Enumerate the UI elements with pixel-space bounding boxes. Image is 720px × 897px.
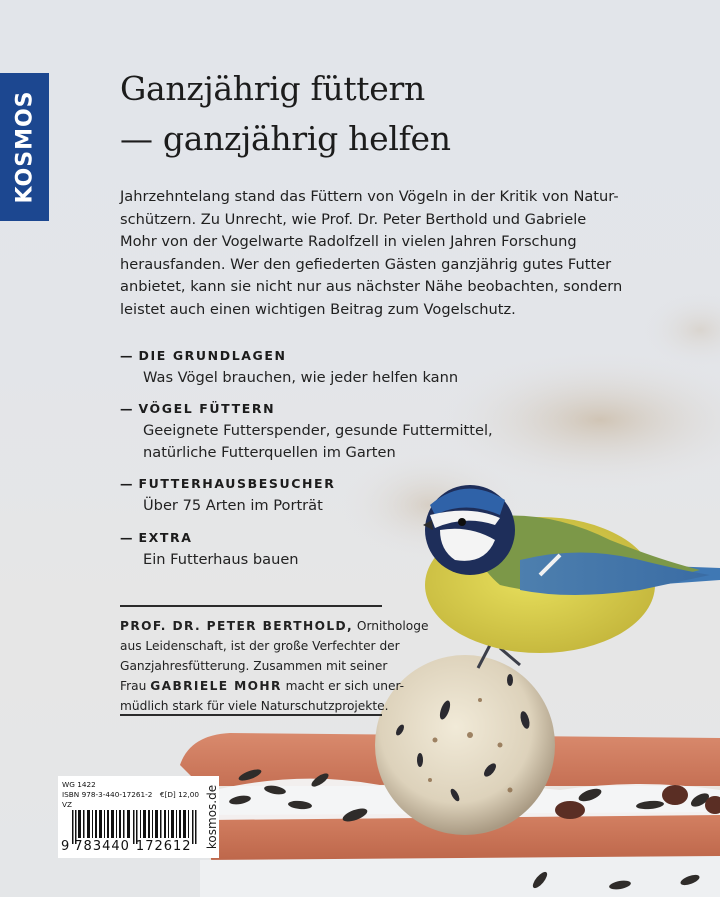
bio-line: Frau GABRIELE MOHR macht er sich uner- bbox=[120, 679, 405, 693]
section-text: Über 75 Arten im Porträt bbox=[143, 497, 323, 514]
section-text: Geeignete Futterspender, gesunde Futtermittel, bbox=[143, 422, 493, 439]
intro-line: herausfanden. Wer den gefiederten Gästen ganzjährig gutes Futter bbox=[120, 255, 612, 273]
section-grundlagen bbox=[120, 345, 458, 389]
page-title bbox=[120, 64, 451, 164]
section-text: Ein Futterhaus bauen bbox=[143, 551, 299, 568]
intro-line: leistet auch einen wichtigen Beitrag zum Vogelschutz. bbox=[120, 300, 516, 318]
product-group: WG 1422 bbox=[62, 780, 96, 789]
section-heading: — FUTTERHAUSBESUCHER bbox=[120, 476, 336, 491]
title-line-2: — ganzjährig helfen bbox=[120, 119, 451, 158]
bio-line: müdlich stark für viele Naturschutzprojekte. bbox=[120, 699, 389, 713]
section-text: natürliche Futterquellen im Garten bbox=[143, 444, 396, 461]
bio-line: aus Leidenschaft, ist der große Verfechter der bbox=[120, 639, 400, 653]
publisher-logo-text: KOSMOS bbox=[12, 90, 37, 204]
intro-line: schützern. Zu Unrecht, wie Prof. Dr. Peter Berthold und Gabriele bbox=[120, 210, 587, 228]
price: €[D] 12,00 bbox=[159, 790, 199, 799]
barcode-label bbox=[58, 776, 205, 858]
section-heading: — EXTRA bbox=[120, 530, 193, 545]
isbn: ISBN 978-3-440-17261-2 bbox=[62, 790, 153, 799]
title-line-1: Ganzjährig füttern bbox=[120, 69, 425, 108]
section-extra bbox=[120, 527, 299, 571]
divider-top bbox=[120, 605, 382, 607]
bio-line: PROF. DR. PETER BERTHOLD, Ornithologe bbox=[120, 619, 429, 633]
vz-code: VZ bbox=[62, 800, 72, 809]
publisher-logo bbox=[0, 73, 49, 221]
website-label bbox=[205, 776, 219, 858]
author-bio bbox=[120, 616, 429, 716]
intro-line: Jahrzehntelang stand das Füttern von Vögeln in der Kritik von Natur- bbox=[120, 188, 619, 205]
intro-line: anbietet, kann sie nicht nur aus nächster Nähe beobachten, sondern bbox=[120, 278, 623, 295]
intro-line: Mohr von der Vogelwarte Radolfzell in vielen Jahren Forschung bbox=[120, 233, 577, 250]
section-heading: — VÖGEL FÜTTERN bbox=[120, 401, 276, 416]
divider-bottom bbox=[120, 714, 382, 716]
section-futterhausbesucher bbox=[120, 473, 335, 517]
bio-line: Ganzjahresfütterung. Zusammen mit seiner bbox=[120, 659, 388, 673]
barcode-digits: 9 783440 172612 bbox=[61, 839, 192, 854]
section-heading: — DIE GRUNDLAGEN bbox=[120, 348, 287, 363]
intro-paragraph bbox=[120, 186, 623, 321]
section-voegel-fuettern bbox=[120, 398, 493, 464]
website-url: kosmos.de bbox=[205, 784, 219, 850]
section-text: Was Vögel brauchen, wie jeder helfen kann bbox=[143, 369, 459, 386]
